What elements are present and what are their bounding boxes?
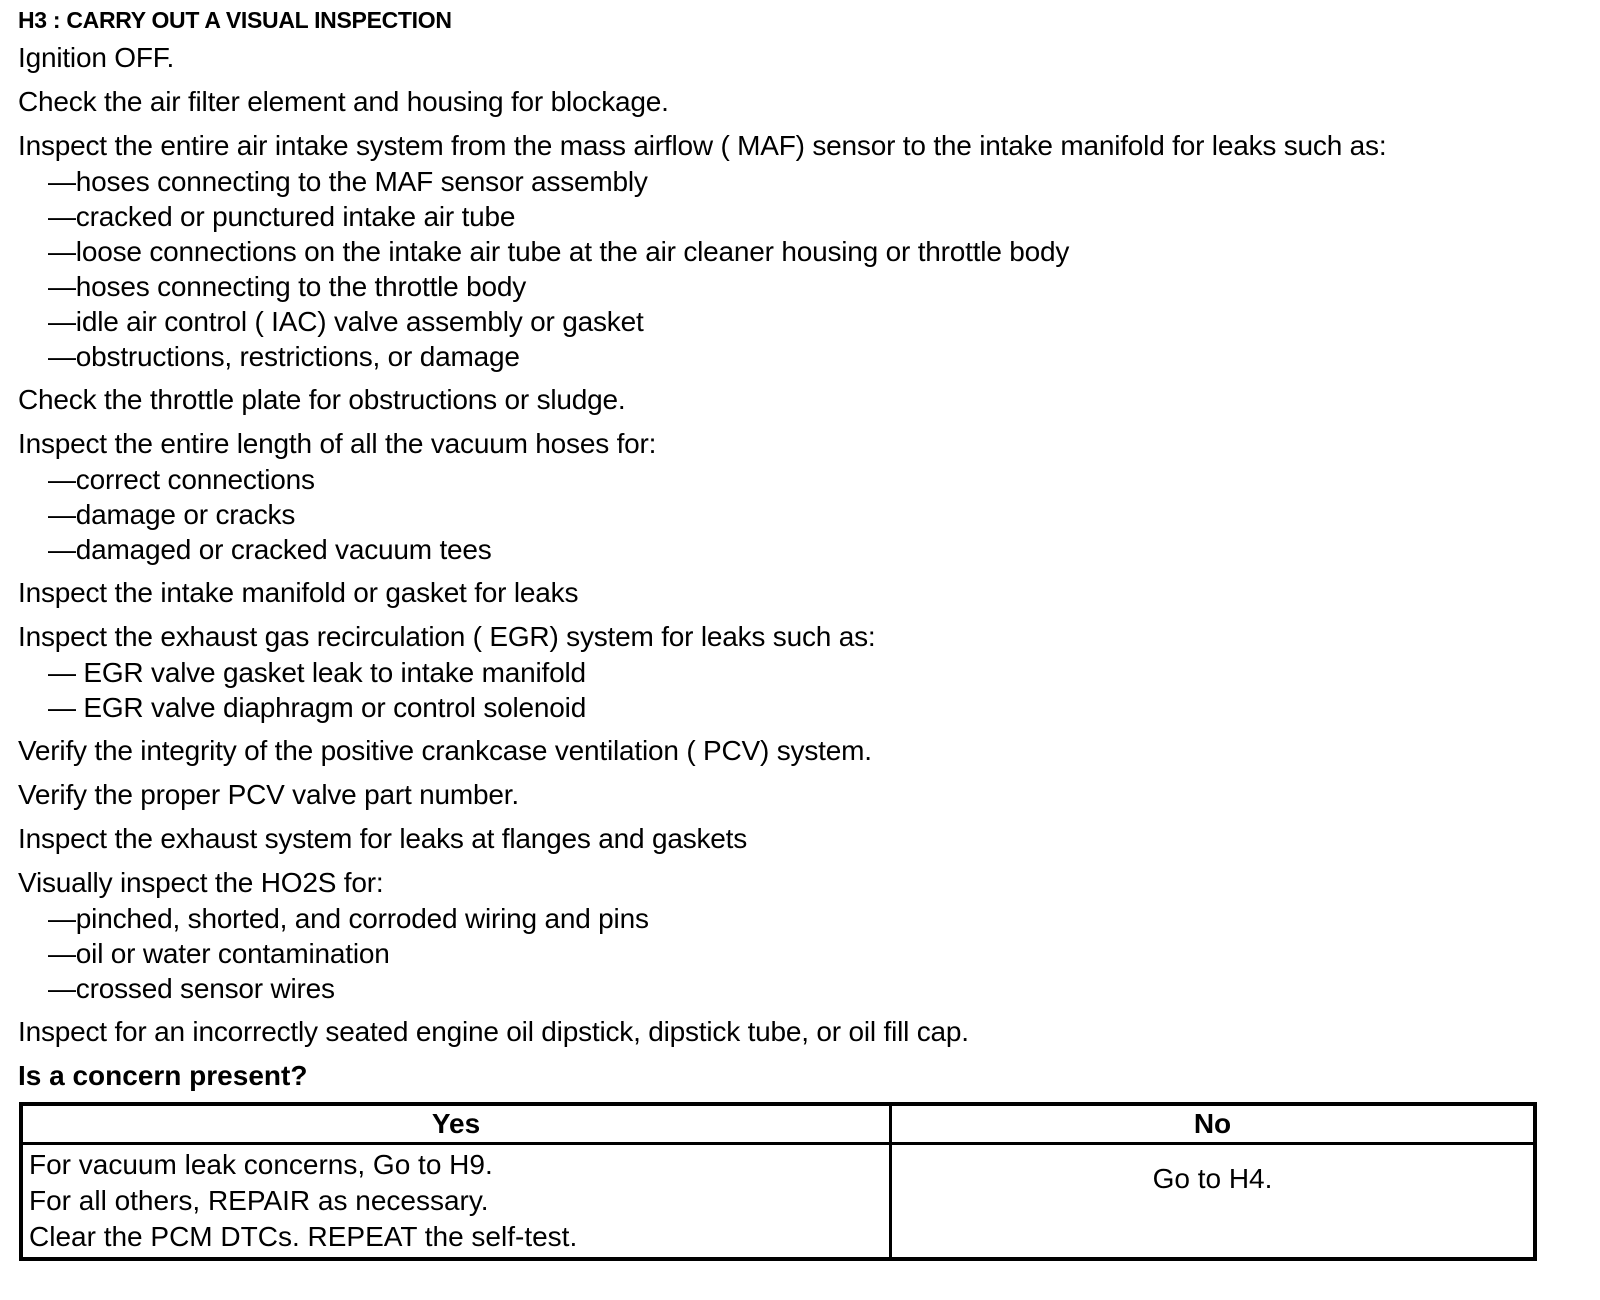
result-table xyxy=(19,1102,1537,1261)
list-item: —hoses connecting to the MAF sensor assembly xyxy=(48,166,648,197)
yes-action-line: Clear the PCM DTCs. REPEAT the self-test. xyxy=(29,1221,578,1252)
step-vacuum-hoses: Inspect the entire length of all the vacuum hoses for: xyxy=(18,428,657,459)
step-exhaust: Inspect the exhaust system for leaks at flanges and gaskets xyxy=(18,823,748,854)
step-air-filter: Check the air filter element and housing for blockage. xyxy=(18,86,669,117)
step-pcv-integrity: Verify the integrity of the positive crankcase ventilation ( PCV) system. xyxy=(18,735,872,766)
list-item: —crossed sensor wires xyxy=(48,973,335,1004)
list-item: —oil or water contamination xyxy=(48,938,390,969)
step-intake-manifold: Inspect the intake manifold or gasket for leaks xyxy=(18,577,579,608)
air-intake-group xyxy=(18,128,1593,374)
step-ignition: Ignition OFF. xyxy=(18,42,175,73)
yes-action-line: For vacuum leak concerns, Go to H9. xyxy=(29,1149,493,1180)
list-item: —correct connections xyxy=(48,464,315,495)
list-item: —damaged or cracked vacuum tees xyxy=(48,534,492,565)
list-item: —pinched, shorted, and corroded wiring and pins xyxy=(48,903,649,934)
step-ho2s: Visually inspect the HO2S for: xyxy=(18,867,384,898)
vacuum-hoses-group xyxy=(18,426,1593,567)
yes-action-line: For all others, REPAIR as necessary. xyxy=(29,1185,489,1216)
yes-cell xyxy=(21,1144,891,1260)
list-item: —loose connections on the intake air tube at the air cleaner housing or throttle body xyxy=(48,236,1070,267)
egr-group xyxy=(18,619,1593,725)
step-dipstick: Inspect for an incorrectly seated engine oil dipstick, dipstick tube, or oil fill cap. xyxy=(18,1016,969,1047)
step-heading: H3 : CARRY OUT A VISUAL INSPECTION xyxy=(18,7,452,33)
list-item: —cracked or punctured intake air tube xyxy=(48,201,516,232)
step-egr: Inspect the exhaust gas recirculation ( EGR) system for leaks such as: xyxy=(18,621,876,652)
no-cell: Go to H4. xyxy=(891,1144,1536,1260)
concern-question: Is a concern present? xyxy=(18,1060,308,1091)
list-item: — EGR valve diaphragm or control solenoid xyxy=(48,692,587,723)
step-air-intake: Inspect the entire air intake system from the mass airflow ( MAF) sensor to the intake manifold for leaks such as: xyxy=(18,130,1387,161)
result-header-row xyxy=(21,1104,1535,1144)
list-item: —idle air control ( IAC) valve assembly or gasket xyxy=(48,306,644,337)
ho2s-group xyxy=(18,865,1593,1006)
header-no: No xyxy=(891,1104,1536,1144)
step-pcv-part: Verify the proper PCV valve part number. xyxy=(18,779,519,810)
list-item: —hoses connecting to the throttle body xyxy=(48,271,527,302)
step-throttle-plate: Check the throttle plate for obstructions or sludge. xyxy=(18,384,626,415)
list-item: —obstructions, restrictions, or damage xyxy=(48,341,520,372)
header-yes: Yes xyxy=(21,1104,891,1144)
list-item: —damage or cracks xyxy=(48,499,296,530)
inspection-document xyxy=(18,4,1593,1261)
list-item: — EGR valve gasket leak to intake manifold xyxy=(48,657,586,688)
result-body-row xyxy=(21,1144,1535,1260)
